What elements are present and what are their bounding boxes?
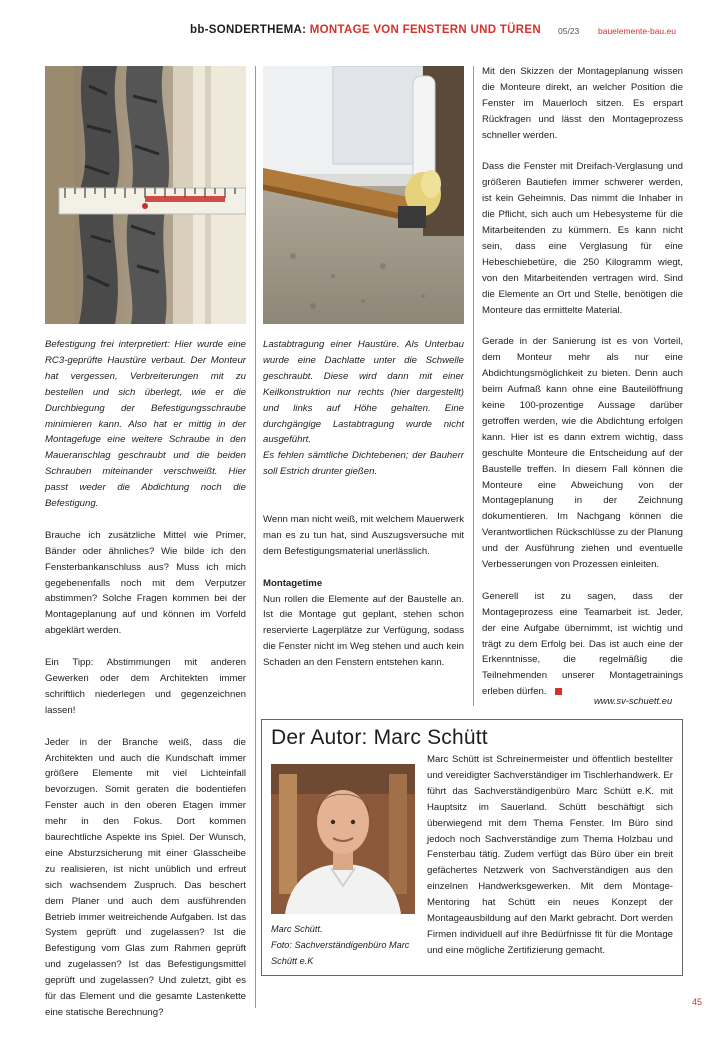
end-mark-icon: [555, 688, 562, 695]
subheading: Montagetime: [263, 577, 323, 589]
author-bio: Marc Schütt ist Schreinermeister und öffentlich bestellter und vereidigter Sachverständiger im Tischlerhandwerk. Er führt das Sachverständigenbüro Marc Schütt e.K. mit Hauptsitz im Sauerland. Schütt beschäftigt sich überwiegend mit dem Thema Fenster. Im Büro sind jedoch noch Sachverständige zum Thema Holzbau und Fensterbau tätig. Zudem verfügt das Büro über ein breit gefächertes Netzwerk von Sachverständigen aus den einzelnen Handwerksgewerken. Mit dem Montage-Mentoring hat Schütt ein neues Konzept der Montageausbildung auf den Markt gebracht. Dort werden Firmen individuell auf ihre Bedürfnisse fit für die Montage und eine mögliche Zertifizierung gemacht.: [427, 754, 673, 956]
author-photo-caption: [271, 922, 421, 970]
photo-caption-2: [263, 337, 464, 480]
paragraph: Dass die Fenster mit Dreifach-Verglasung und größeren Bautiefen immer schwerer werden, ist kein Geheimnis. Das nimmt die Inhaber in die Pflicht, sich auch um Hebesysteme für die Mitarbeitenden zu kümmern. Es kann nicht sein, dass eine Verglasung für eine Hebeschiebetüre, die 250 Kilogramm wiegt, von den Mitarbeitenden vertragen wird. Sind die Elemente an Ort und Stelle, benötigen die Monteure das ermittelte Material.: [482, 161, 683, 316]
photo-caption-1: Befestigung frei interpretiert: Hier wurde eine RC3-geprüfte Haustüre verbaut. Der Monteur hat vergessen, Verbreiterungen mit zu bestellen und sich überlegt, wie er die Durchbiegung der Befestigungsschraube minimieren kann. Also hat er mittig in der Montagefuge eine weitere Schraube in den Maueranschlag geschraubt und die beiden Schrauben miteinander verschweißt. Hier passt weder die Abdichtung noch die Befestigung.: [45, 339, 246, 510]
paragraph: Brauche ich zusätzliche Mittel wie Primer, Bänder oder ähnliches? Wie bilde ich den Fensterbankanschluss aus? Muss ich mich gegebenenfalls noch mit dem Verputzer abstimmen? Solche Fragen kommen bei der Montageplanung auf und können im Vorfeld abgeklärt werden.: [45, 529, 246, 637]
website-link[interactable]: www.sv-schuett.eu: [594, 695, 673, 706]
paragraph-end: [482, 589, 683, 700]
author-heading: Der Autor: Marc Schütt: [271, 726, 488, 749]
column-1: [45, 337, 246, 1037]
paragraph-text: Generell ist zu sagen, dass der Montageprozess eine Teamarbeit ist. Jeder, der eine Aufgabe übernimmt, ist wichtig und trägt zu dem Erfolg bei. Das ist auch eine der Erkenntnisse, die regelmäßig die Teilnehmenden unserer Montagetrainings erleben dürfen.: [482, 590, 683, 698]
caption-line: Es fehlen sämtliche Dichtebenen; der Bauherr soll Estrich drunter gießen.: [263, 450, 464, 478]
author-box: [261, 719, 683, 976]
paragraph: Wenn man nicht weiß, mit welchem Mauerwerk man es zu tun hat, sind Auszugsversuche mit dem Befestigungsmaterial unerlässlich.: [263, 514, 464, 557]
column-rule-1: [255, 66, 256, 1008]
page-header: [0, 24, 724, 42]
header-topic: MONTAGE VON FENSTERN UND TÜREN: [309, 24, 541, 36]
photo-door-fastening: [45, 66, 246, 324]
page-number: 45: [692, 997, 703, 1007]
site-link[interactable]: bauelemente-bau.eu: [598, 26, 676, 36]
column-2: [263, 512, 464, 687]
column-rule-2: [473, 66, 474, 706]
header-title: [190, 24, 541, 36]
photo-door-threshold: [263, 66, 464, 324]
paragraph: Gerade in der Sanierung ist es von Vorteil, dem Monteur mehr als nur eine Abdichtungsmöglichkeit zu bieten. Denn auch beim Aufmaß kann ohne eine Bauteilöffnung keine 100-prozentige Aussage darüber getroffen werden, wie die Abdichtung erfolgen kann. Hier ist es dann extrem wichtig, dass geschulte Monteure die Entscheidung auf der Baustelle treffen. In diesem Fall können die Monteure eine Abweichung von der Montageplanung in der Zeichnung dokumentieren. Im Nachgang können die Verantwortlichen Rückschlüsse zu der Planung und der Ausführung ziehen und eventuelle Verbesserungen von Prozessen einleiten.: [482, 336, 683, 571]
caption-line: Lastabtragung einer Haustüre. Als Unterbau wurde eine Dachlatte unter die Schwelle geschraubt. Diese wird dann mit einer Keilkonstruktion nur rechts (hier dargestellt) und links auf Höhe gehalten. Eine durchgängige Lastabtragung wurde nicht ausgeführt.: [263, 339, 464, 446]
paragraph: Jeder in der Branche weiß, dass die Architekten und auch die Kundschaft immer größere Elemente mit viel Lichteinfall bevorzugen. Somit geraten die bodentiefen Fenster auch in den oberen Etagen immer mehr in den Fokus. Dort kommen baurechtliche Aspekte ins Spiel. Der Wunsch, eine Absturzsicherung mit einer Glasscheibe zu realisieren, ist nicht unüblich und erfreut sich wachsendem Zuspruch. Das beschert dem Planer und auch dem ausführenden Betrieb immer weitreichende Aufgaben. Ist das System geprüft und zugelassen? Ist die Befestigung vom Glas zum Rahmen geprüft und zugelassen? Ist das Befestigungsmittel geprüft und zugelassen? Und zuletzt, gibt es für das Element und die gesamte Lastenkette eine statische Berechnung?: [45, 736, 246, 1019]
caption-name: Marc Schütt.: [271, 924, 323, 934]
column-3: [482, 64, 683, 716]
caption-credit: Foto: Sachverständigenbüro Marc Schütt e.K: [271, 939, 410, 966]
paragraph: Mit den Skizzen der Montageplanung wissen die Monteure direkt, an welcher Position die Fenster im Mauerloch sitzen. Es erspart Rückfragen und lässt den Montageprozess schneller werden.: [482, 66, 683, 141]
author-photo: [271, 764, 415, 914]
paragraph: Ein Tipp: Abstimmungen mit anderen Gewerken oder dem Architekten immer schriftlich niederlegen und gegenzeichnen lassen!: [45, 657, 246, 716]
paragraph: Nun rollen die Elemente auf der Baustelle an. Ist die Montage gut geplant, stehen schon reservierte Lagerplätze zur Verfügung, sodass die Fenster nicht im Weg stehen und auch kein Schaden an den Fenstern entstehen kann.: [263, 593, 464, 669]
issue-number: 05/23: [558, 26, 580, 36]
header-prefix: bb-SONDERTHEMA:: [190, 24, 310, 36]
